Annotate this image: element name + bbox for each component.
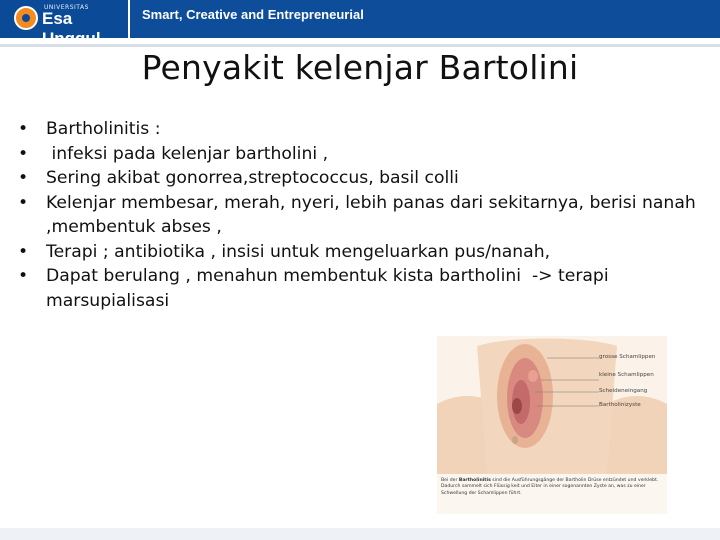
bullet-dot-icon: • bbox=[18, 143, 29, 164]
figure-label: Bartholinizyste bbox=[599, 402, 641, 408]
bullet-item bbox=[18, 117, 708, 142]
bullet-dot-icon: • bbox=[18, 119, 29, 139]
figure-label: grosse Schamlippen bbox=[599, 354, 656, 360]
caption-text: sind die Ausführungsgänge der Bartholin Drüse entzündet und verklebt. Dadurch sammelt sich Flüssig keit und Eiter in einer sogenannten Zyste an, was zu einer Schwellung der Schamlippen führt. bbox=[441, 478, 659, 496]
bullet-list bbox=[18, 117, 708, 313]
bullet-text: Sering akibat gonorrea,streptococcus, basil colli bbox=[46, 168, 459, 188]
bullet-dot-icon: • bbox=[18, 266, 29, 286]
bullet-item bbox=[18, 166, 708, 191]
university-logo[interactable] bbox=[0, 0, 130, 38]
logo-small-text: UNIVERSITAS bbox=[44, 4, 89, 11]
slide-title: Penyakit kelenjar Bartolini bbox=[141, 48, 579, 87]
caption-prefix: Bei der bbox=[441, 478, 459, 483]
bullet-text: Kelenjar membesar, merah, nyeri, lebih panas dari sekitarnya, berisi nanah ,membentuk abses , bbox=[46, 192, 696, 237]
bullet-dot-icon: • bbox=[18, 192, 29, 213]
logo-text: Esa bbox=[42, 9, 73, 28]
bullet-text: Bartholinitis : bbox=[46, 119, 161, 139]
header-tagline: Smart, Creative and Entrepreneurial bbox=[142, 7, 364, 22]
bullet-dot-icon: • bbox=[18, 241, 29, 262]
figure-label: Scheideneingang bbox=[599, 388, 648, 394]
bullet-dot-icon: • bbox=[18, 168, 29, 188]
footer-bar bbox=[0, 528, 720, 540]
figure-caption bbox=[441, 478, 663, 497]
bullet-item bbox=[18, 191, 708, 240]
caption-bold: Bartholinitis bbox=[458, 478, 491, 483]
bullet-text: Terapi ; antibiotika , insisi untuk mengeluarkan pus/nanah, bbox=[46, 241, 551, 262]
header-bar bbox=[0, 0, 720, 38]
bullet-item bbox=[18, 264, 708, 313]
bullet-item bbox=[18, 240, 708, 265]
anatomy-illustration bbox=[437, 336, 667, 514]
logo-emblem-icon bbox=[14, 6, 38, 30]
header-divider-shadow bbox=[0, 44, 720, 47]
bullet-item bbox=[18, 142, 708, 167]
bullet-text: infeksi pada kelenjar bartholini , bbox=[46, 143, 329, 164]
figure-label: kleine Schamlippen bbox=[599, 372, 654, 378]
bullet-text: Dapat berulang , menahun membentuk kista bartholini -> terapi marsupialisasi bbox=[46, 266, 615, 311]
